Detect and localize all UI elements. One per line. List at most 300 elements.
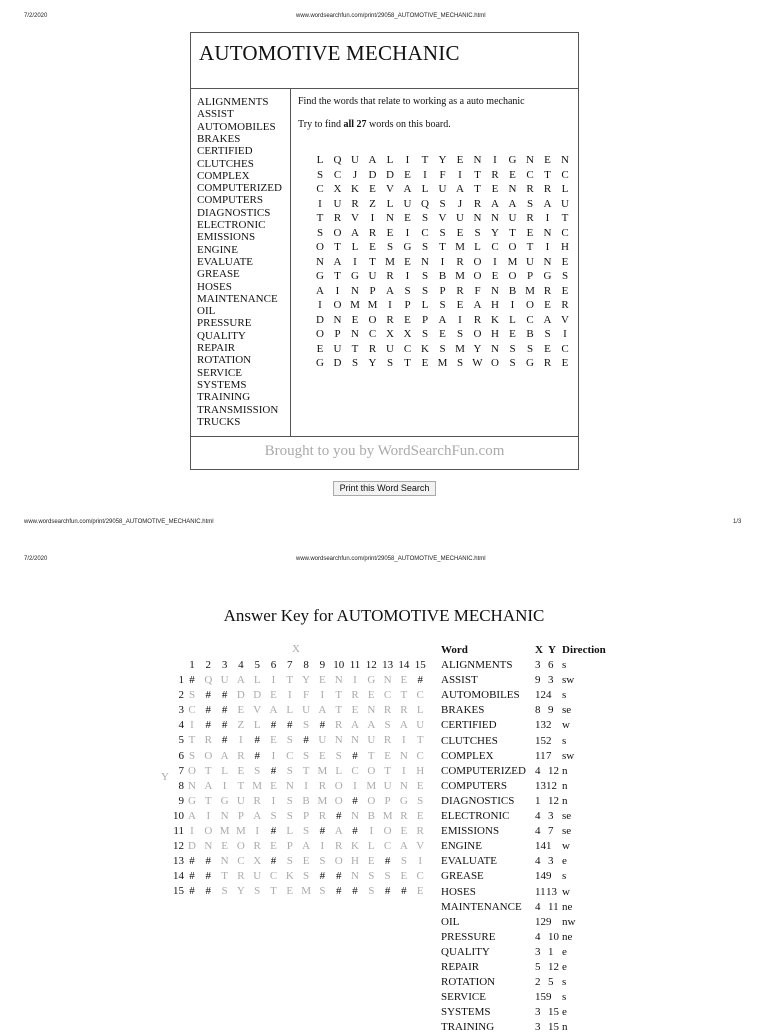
column-number: 14 xyxy=(398,659,410,671)
grid-letter: I xyxy=(563,328,567,340)
table-word: TRAINING xyxy=(441,1021,495,1033)
grid-letter: E xyxy=(561,357,569,369)
grid-letter: J xyxy=(457,197,463,210)
table-word: SERVICE xyxy=(441,991,486,1004)
table-word: ELECTRONIC xyxy=(441,810,510,822)
table-y: 11 xyxy=(548,900,559,913)
table-y: 1 xyxy=(548,945,554,958)
grid-letter: N xyxy=(543,255,552,268)
grid-letter: I xyxy=(405,226,410,239)
table-x: 12 xyxy=(535,915,546,928)
column-number: 6 xyxy=(270,659,277,671)
word-list-item: CERTIFIED xyxy=(197,145,253,158)
grid-letter: T xyxy=(474,183,481,195)
column-number: 2 xyxy=(205,659,212,671)
key-letter: O xyxy=(334,779,343,792)
grid-letter: A xyxy=(368,154,377,166)
key-mark: # xyxy=(205,719,212,732)
table-word: ASSIST xyxy=(441,674,478,687)
grid-letter: R xyxy=(386,313,394,326)
table-direction: e xyxy=(562,945,567,958)
table-word: REPAIR xyxy=(441,961,480,973)
key-letter: T xyxy=(400,689,408,702)
key-mark: # xyxy=(335,885,342,898)
key-letter: T xyxy=(302,764,310,777)
word-list-item: BRAKES xyxy=(197,132,241,145)
grid-letter: P xyxy=(369,284,376,297)
key-letter: I xyxy=(353,779,357,792)
key-letter: P xyxy=(384,794,391,807)
word-list-item: HOSES xyxy=(197,280,232,293)
key-letter: R xyxy=(400,704,408,717)
grid-letter: R xyxy=(543,284,552,297)
grid-letter: K xyxy=(421,342,429,355)
grid-letter: R xyxy=(473,197,482,210)
brand-text: Brought to you by WordSearchFun.com xyxy=(264,443,505,459)
table-y: 1 xyxy=(546,840,552,853)
key-letter: O xyxy=(367,764,376,777)
grid-letter: E xyxy=(456,226,464,239)
grid-letter: P xyxy=(334,328,341,340)
grid-letter: T xyxy=(509,226,516,239)
key-letter: V xyxy=(253,704,262,717)
key-letter: U xyxy=(367,734,376,747)
key-letter: G xyxy=(367,674,376,686)
table-direction: se xyxy=(562,810,572,822)
table-direction: s xyxy=(562,991,567,1004)
grid-letter: O xyxy=(333,226,342,239)
table-word: EVALUATE xyxy=(441,855,498,868)
key-letter: M xyxy=(317,764,328,777)
key-letter: M xyxy=(252,779,263,792)
grid-letter: O xyxy=(473,328,482,340)
key-letter: T xyxy=(237,779,245,792)
key-letter: C xyxy=(269,870,278,883)
table-x: 4 xyxy=(535,810,541,822)
key-letter: S xyxy=(400,855,407,868)
key-letter: A xyxy=(302,840,311,853)
grid-letter: E xyxy=(456,154,464,166)
row-number: 9 xyxy=(178,794,184,807)
key-letter: U xyxy=(318,734,327,747)
grid-letter: C xyxy=(561,342,569,355)
table-x: 9 xyxy=(535,674,541,687)
row-number: 4 xyxy=(178,719,184,732)
key-mark: # xyxy=(205,689,212,702)
key-letter: E xyxy=(367,855,375,868)
table-word: OIL xyxy=(441,915,460,928)
key-letter: C xyxy=(416,870,424,883)
key-letter: I xyxy=(255,825,260,837)
key-letter: S xyxy=(254,885,261,898)
grid-letter: R xyxy=(456,255,464,268)
grid-letter: S xyxy=(526,342,534,355)
grid-letter: R xyxy=(561,299,569,311)
key-letter: R xyxy=(400,809,408,822)
grid-letter: Y xyxy=(473,342,482,355)
key-letter: U xyxy=(236,794,245,807)
grid-letter: N xyxy=(473,154,482,166)
key-letter: N xyxy=(334,674,343,686)
grid-letter: Z xyxy=(369,197,376,210)
key-letter: A xyxy=(399,840,408,853)
grid-letter: A xyxy=(456,183,464,195)
key-letter: E xyxy=(270,840,277,853)
table-word: ROTATION xyxy=(441,976,496,989)
key-letter: O xyxy=(204,749,213,762)
table-direction: s xyxy=(562,689,567,702)
table-x: 4 xyxy=(535,855,541,868)
key-letter: S xyxy=(286,734,293,747)
grid-letter: L xyxy=(474,241,481,253)
word-list-item: ENGINE xyxy=(197,243,238,256)
key-letter: S xyxy=(319,885,326,898)
key-mark: # xyxy=(319,825,326,837)
key-mark: # xyxy=(254,749,260,762)
grid-letter: D xyxy=(316,313,324,326)
column-number: 9 xyxy=(319,659,326,671)
grid-letter: L xyxy=(351,241,359,253)
grid-letter: R xyxy=(351,197,359,210)
column-number: 10 xyxy=(333,659,345,671)
table-word: QUALITY xyxy=(441,945,490,958)
key-letter: L xyxy=(367,840,375,853)
key-letter: K xyxy=(351,840,359,853)
grid-letter: A xyxy=(386,284,394,297)
grid-letter: S xyxy=(509,342,516,355)
table-y: 2 xyxy=(546,719,552,732)
grid-letter: O xyxy=(368,313,377,326)
key-letter: S xyxy=(303,870,310,883)
table-direction: nw xyxy=(562,915,576,928)
key-letter: O xyxy=(236,840,245,853)
grid-letter: E xyxy=(404,255,411,268)
key-letter: S xyxy=(286,794,293,807)
key-letter: I xyxy=(418,855,423,868)
key-letter: B xyxy=(367,809,375,822)
grid-letter: U xyxy=(333,197,342,210)
grid-letter: C xyxy=(561,168,569,181)
grid-letter: X xyxy=(403,328,412,340)
grid-letter: N xyxy=(473,212,482,224)
key-letter: N xyxy=(351,809,359,822)
grid-letter: S xyxy=(456,328,464,340)
column-number: 3 xyxy=(221,659,228,671)
grid-letter: L xyxy=(421,299,429,311)
grid-letter: B xyxy=(526,328,534,340)
key-mark: # xyxy=(352,749,358,762)
grid-letter: N xyxy=(333,313,342,326)
key-letter: L xyxy=(253,719,261,732)
table-x: 13 xyxy=(535,719,546,732)
grid-letter: S xyxy=(421,212,429,224)
row-number: 10 xyxy=(173,809,184,822)
grid-letter: N xyxy=(491,342,499,355)
key-letter: I xyxy=(402,734,406,747)
key-letter: S xyxy=(417,794,424,807)
grid-letter: O xyxy=(491,357,499,369)
key-letter: R xyxy=(253,794,261,807)
key-mark: # xyxy=(221,704,228,717)
key-letter: P xyxy=(303,809,310,822)
word-list-item: ASSIST xyxy=(197,108,234,121)
key-letter: E xyxy=(367,689,375,702)
grid-letter: R xyxy=(368,342,377,355)
grid-letter: V xyxy=(351,212,359,224)
grid-letter: I xyxy=(353,255,357,268)
grid-letter: E xyxy=(544,342,551,355)
grid-letter: W xyxy=(472,357,483,369)
grid-letter: K xyxy=(351,183,359,195)
row-number: 1 xyxy=(178,674,184,686)
table-header: Y xyxy=(548,644,556,656)
key-letter: A xyxy=(204,779,213,792)
table-y: 5 xyxy=(548,976,554,989)
grid-letter: A xyxy=(403,183,412,195)
grid-letter: T xyxy=(526,241,534,253)
key-letter: G xyxy=(220,794,229,807)
key-letter: C xyxy=(383,840,392,853)
grid-letter: R xyxy=(368,226,377,239)
grid-letter: S xyxy=(526,197,534,210)
grid-letter: G xyxy=(351,270,359,282)
grid-letter: E xyxy=(544,154,551,166)
grid-letter: I xyxy=(493,154,497,166)
key-mark: # xyxy=(270,825,277,837)
key-letter: N xyxy=(351,870,359,883)
grid-letter: O xyxy=(508,270,517,282)
grid-letter: N xyxy=(316,255,324,268)
grid-letter: S xyxy=(421,328,429,340)
key-letter: E xyxy=(270,779,277,792)
grid-letter: M xyxy=(350,299,360,311)
grid-letter: S xyxy=(421,270,429,282)
grid-letter: A xyxy=(351,226,359,239)
grid-letter: N xyxy=(386,212,394,224)
grid-letter: A xyxy=(473,299,482,311)
table-x: 3 xyxy=(535,1006,541,1019)
grid-letter: T xyxy=(421,154,429,166)
grid-letter: P xyxy=(421,313,429,326)
grid-letter: Y xyxy=(491,226,499,239)
table-direction: w xyxy=(562,719,570,732)
grid-letter: I xyxy=(318,197,322,210)
grid-letter: S xyxy=(386,357,394,369)
column-number: 13 xyxy=(382,659,394,671)
table-y: 12 xyxy=(548,794,559,807)
key-letter: E xyxy=(237,764,245,777)
table-x: 15 xyxy=(535,991,546,1004)
key-mark: # xyxy=(352,885,358,898)
grid-letter: L xyxy=(386,154,394,166)
key-letter: D xyxy=(188,840,196,853)
grid-letter: C xyxy=(491,241,499,253)
table-direction: w xyxy=(562,840,570,853)
key-letter: E xyxy=(270,734,277,747)
grid-letter: R xyxy=(491,168,499,181)
key-mark: # xyxy=(352,794,358,807)
key-mark: # xyxy=(384,885,391,898)
table-header: Direction xyxy=(562,644,606,656)
instruction-text: Find the words that relate to working as a auto mechanic xyxy=(298,96,525,107)
key-mark: # xyxy=(287,719,293,732)
grid-letter: E xyxy=(561,284,569,297)
key-letter: L xyxy=(286,825,294,837)
key-letter: R xyxy=(335,719,343,732)
grid-letter: T xyxy=(334,241,341,253)
key-letter: M xyxy=(236,825,246,837)
grid-letter: E xyxy=(316,342,324,355)
grid-letter: E xyxy=(544,299,551,311)
table-direction: n xyxy=(562,764,568,777)
key-letter: S xyxy=(303,749,310,762)
table-direction: s xyxy=(562,976,567,989)
grid-letter: B xyxy=(438,270,447,282)
table-direction: sw xyxy=(562,674,575,687)
key-letter: R xyxy=(253,840,261,853)
key-letter: D xyxy=(236,689,245,702)
key-letter: A xyxy=(253,809,262,822)
grid-letter: I xyxy=(458,313,462,326)
key-letter: I xyxy=(190,825,194,837)
table-word: COMPUTERIZED xyxy=(441,764,526,777)
key-letter: T xyxy=(416,734,424,747)
key-letter: A xyxy=(351,719,359,732)
word-list-item: EVALUATE xyxy=(197,255,254,268)
grid-letter: A xyxy=(491,197,499,210)
grid-letter: R xyxy=(543,357,552,369)
word-list xyxy=(191,89,291,437)
word-list-item: AUTOMOBILES xyxy=(197,120,276,133)
grid-letter: N xyxy=(351,284,359,297)
key-letter: S xyxy=(303,719,310,732)
key-letter: N xyxy=(383,674,392,686)
grid-letter: C xyxy=(526,313,534,326)
table-y: 6 xyxy=(548,659,554,671)
key-letter: S xyxy=(254,764,261,777)
word-list-item: SERVICE xyxy=(197,366,242,379)
word-list-item: SYSTEMS xyxy=(197,378,247,391)
key-letter: E xyxy=(302,855,310,868)
key-mark: # xyxy=(189,855,195,868)
grid-letter: L xyxy=(421,183,429,195)
key-letter: E xyxy=(416,809,424,822)
key-letter: S xyxy=(270,809,277,822)
grid-letter: S xyxy=(316,226,324,239)
grid-letter: S xyxy=(421,241,429,253)
grid-letter: S xyxy=(404,284,411,297)
grid-letter: E xyxy=(404,168,411,181)
word-list-item: COMPUTERS xyxy=(197,194,264,207)
table-y: 9 xyxy=(546,915,552,928)
grid-letter: T xyxy=(439,241,446,253)
row-number: 13 xyxy=(173,855,184,868)
table-x: 13 xyxy=(535,779,546,792)
key-letter: C xyxy=(416,689,424,702)
grid-letter: U xyxy=(403,197,412,210)
grid-letter: G xyxy=(316,270,324,282)
table-header: X xyxy=(535,644,543,656)
key-letter: R xyxy=(318,779,327,792)
key-letter: C xyxy=(416,749,424,762)
grid-letter: H xyxy=(491,299,499,311)
table-header: Word xyxy=(441,644,468,656)
grid-letter: Q xyxy=(333,154,342,166)
key-letter: R xyxy=(237,870,245,883)
row-number: 8 xyxy=(178,779,184,792)
table-y: 2 xyxy=(546,734,552,747)
table-y: 12 xyxy=(546,779,557,792)
grid-letter: E xyxy=(491,183,499,195)
table-x: 8 xyxy=(535,704,541,717)
word-list-item: COMPUTERIZED xyxy=(197,182,282,195)
grid-letter: N xyxy=(561,154,569,166)
page2-header-url: www.wordsearchfun.com/print/29058_AUTOMOTIVE_MECHANIC.html xyxy=(296,556,486,562)
key-letter: E xyxy=(319,674,326,686)
key-letter: M xyxy=(382,809,393,822)
grid-letter: M xyxy=(455,241,465,253)
grid-letter: T xyxy=(316,212,324,224)
x-axis-label: X xyxy=(292,643,300,655)
table-x: 12 xyxy=(535,689,546,702)
page1-header-url: www.wordsearchfun.com/print/29058_AUTOMOTIVE_MECHANIC.html xyxy=(296,13,486,19)
grid-letter: H xyxy=(491,328,499,340)
key-letter: T xyxy=(384,764,391,777)
key-letter: O xyxy=(334,855,343,868)
grid-letter: I xyxy=(335,284,340,297)
key-letter: N xyxy=(351,734,359,747)
table-word: SYSTEMS xyxy=(441,1006,491,1019)
table-y: 12 xyxy=(548,764,559,777)
page1-footer-url: www.wordsearchfun.com/print/29058_AUTOMOTIVE_MECHANIC.html xyxy=(24,519,214,525)
key-letter: A xyxy=(269,704,278,717)
grid-letter: N xyxy=(351,328,359,340)
key-letter: T xyxy=(221,870,228,883)
key-letter: R xyxy=(416,825,424,837)
key-letter: L xyxy=(335,764,343,777)
table-y: 15 xyxy=(548,1021,559,1033)
key-letter: I xyxy=(239,734,243,747)
grid-letter: L xyxy=(561,183,569,195)
key-mark: # xyxy=(270,719,277,732)
grid-letter: R xyxy=(526,183,534,195)
grid-letter: T xyxy=(334,270,341,282)
table-y: 3 xyxy=(548,810,554,822)
key-letter: U xyxy=(220,674,229,686)
grid-letter: A xyxy=(543,197,552,210)
grid-letter: K xyxy=(491,313,499,326)
key-letter: E xyxy=(416,779,424,792)
grid-letter: E xyxy=(369,183,376,195)
grid-letter: O xyxy=(473,255,482,268)
key-letter: I xyxy=(206,809,211,822)
key-letter: M xyxy=(317,794,328,807)
table-word: AUTOMOBILES xyxy=(441,689,520,702)
key-letter: I xyxy=(353,674,357,686)
grid-letter: A xyxy=(543,313,552,326)
key-letter: V xyxy=(416,840,425,853)
key-letter: Y xyxy=(236,885,245,898)
table-x: 1 xyxy=(535,794,541,807)
row-number: 5 xyxy=(178,734,184,747)
row-number: 12 xyxy=(173,840,184,853)
print-button[interactable]: Print this Word Search xyxy=(333,481,436,496)
table-direction: n xyxy=(562,779,568,792)
key-letter: T xyxy=(335,689,343,702)
table-x: 5 xyxy=(535,961,541,973)
column-number: 8 xyxy=(303,659,309,671)
grid-letter: E xyxy=(509,328,516,340)
